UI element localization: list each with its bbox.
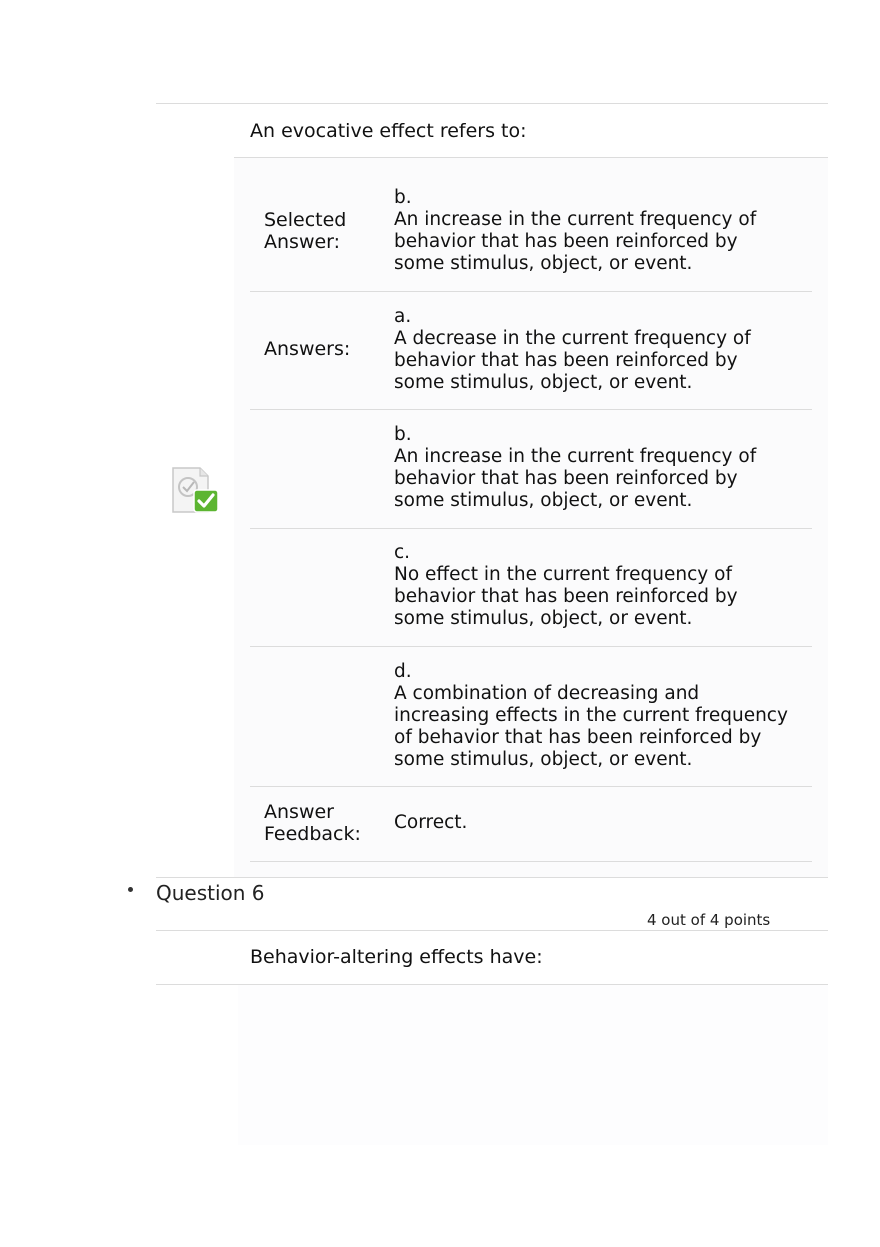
divider	[156, 930, 828, 931]
question6-points: 4 out of 4 points	[647, 911, 771, 929]
divider	[156, 877, 828, 878]
row-divider	[250, 646, 812, 647]
question6-title: Question 6	[156, 881, 265, 905]
question5-prompt: An evocative effect refers to:	[250, 120, 527, 142]
answer-option-c: c. No effect in the current frequency of behavior that has been reinforced by some stimulus, object, or event.	[394, 542, 738, 629]
question6-body-panel	[238, 985, 828, 1145]
row-divider	[250, 291, 812, 292]
answer-option-d: d. A combination of decreasing and increasing effects in the current frequency of behavior that has been reinforced by some stimulus, object, or event.	[394, 661, 788, 770]
list-bullet	[128, 887, 133, 892]
row-divider	[250, 861, 812, 862]
selected-answer-label: Selected Answer:	[264, 209, 347, 253]
divider	[156, 984, 828, 985]
correct-check-icon	[170, 466, 220, 516]
answer-option-b: b. An increase in the current frequency of behavior that has been reinforced by some stimulus, object, or event.	[394, 424, 757, 511]
divider	[156, 103, 828, 104]
answer-feedback-text: Correct.	[394, 812, 468, 833]
answers-label: Answers:	[264, 338, 351, 360]
question6-prompt: Behavior-altering effects have:	[250, 946, 543, 968]
row-divider	[250, 528, 812, 529]
row-divider	[250, 409, 812, 410]
answer-option-a: a. A decrease in the current frequency of behavior that has been reinforced by some stimulus, object, or event.	[394, 306, 751, 393]
row-divider	[250, 786, 812, 787]
selected-answer-text: b. An increase in the current frequency of behavior that has been reinforced by some stimulus, object, or event.	[394, 187, 757, 274]
answer-feedback-label: Answer Feedback:	[264, 801, 361, 845]
divider	[234, 157, 828, 158]
